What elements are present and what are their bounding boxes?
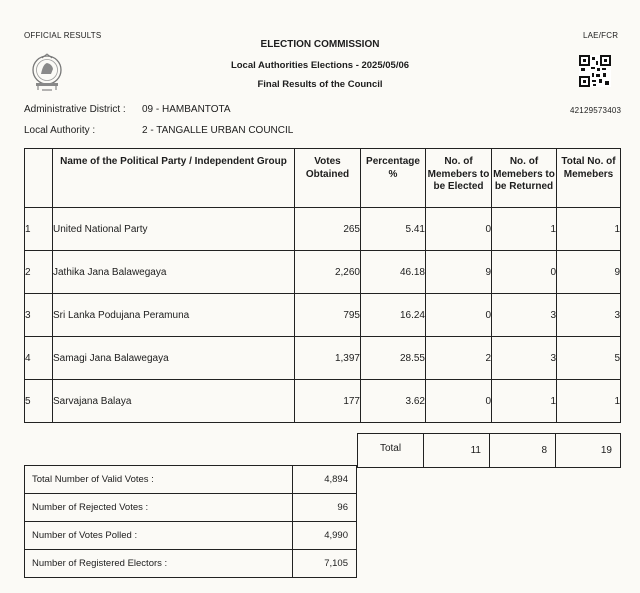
summary-row [25,494,357,522]
summary-label: Number of Rejected Votes : [25,494,293,522]
members-elected: 2 [426,337,492,380]
row-number: 3 [25,294,53,337]
totals-returned: 8 [490,434,556,468]
party-name: Jathika Jana Balawegaya [53,251,295,294]
percentage: 28.55 [361,337,426,380]
totals-elected: 11 [424,434,490,468]
col-header-elected: No. of Memebers to be Elected [426,149,492,208]
percentage: 5.41 [361,208,426,251]
totals-row [358,434,621,468]
percentage: 46.18 [361,251,426,294]
page-title: ELECTION COMMISSION [260,39,380,50]
summary-label: Number of Registered Electors : [25,550,293,578]
party-name: United National Party [53,208,295,251]
percentage: 3.62 [361,380,426,423]
qr-code-icon [579,55,611,87]
col-header-total: Total No. of Memebers [557,149,621,208]
summary-value: 4,894 [293,466,357,494]
district-label: Administrative District : [24,104,126,115]
members-returned: 1 [492,208,557,251]
party-name: Sri Lanka Podujana Peramuna [53,294,295,337]
totals-total: 19 [556,434,621,468]
members-returned: 3 [492,294,557,337]
summary-value: 4,990 [293,522,357,550]
summary-value: 7,105 [293,550,357,578]
votes-obtained: 1,397 [295,337,361,380]
summary-label: Total Number of Valid Votes : [25,466,293,494]
members-total: 1 [557,208,621,251]
members-elected: 0 [426,294,492,337]
members-total: 5 [557,337,621,380]
row-number: 1 [25,208,53,251]
election-subtitle: Local Authorities Elections - 2025/05/06 [230,60,410,71]
table-row [25,294,621,337]
document-number: 42129573403 [570,106,622,115]
col-header-returned: No. of Memebers to be Returned [492,149,557,208]
members-returned: 1 [492,380,557,423]
members-elected: 0 [426,380,492,423]
summary-row [25,522,357,550]
votes-obtained: 265 [295,208,361,251]
results-subtitle: Final Results of the Council [257,79,383,90]
authority-value: 2 - TANGALLE URBAN COUNCIL [142,125,294,136]
members-total: 1 [557,380,621,423]
totals-label: Total [358,434,424,468]
col-header-votes: Votes Obtained [295,149,361,208]
votes-obtained: 795 [295,294,361,337]
vote-summary-table [24,465,357,578]
members-returned: 0 [492,251,557,294]
table-row [25,208,621,251]
table-row [25,380,621,423]
header-row [25,149,621,208]
col-header-percentage: Percentage % [361,149,426,208]
authority-label: Local Authority : [24,125,96,136]
members-elected: 9 [426,251,492,294]
row-number: 5 [25,380,53,423]
members-total: 9 [557,251,621,294]
row-number: 2 [25,251,53,294]
totals-table [357,433,621,468]
summary-row [25,550,357,578]
votes-obtained: 177 [295,380,361,423]
col-header-party: Name of the Political Party / Independent Group [53,149,295,208]
summary-row [25,466,357,494]
table-row [25,251,621,294]
district-value: 09 - HAMBANTOTA [142,104,231,115]
summary-label: Number of Votes Polled : [25,522,293,550]
sri-lanka-emblem-icon [30,50,64,94]
table-row [25,337,621,380]
results-table [24,148,621,423]
party-name: Sarvajana Balaya [53,380,295,423]
votes-obtained: 2,260 [295,251,361,294]
party-name: Samagi Jana Balawegaya [53,337,295,380]
official-results-label: OFFICIAL RESULTS [24,31,102,40]
members-total: 3 [557,294,621,337]
percentage: 16.24 [361,294,426,337]
summary-value: 96 [293,494,357,522]
col-header-no [25,149,53,208]
members-elected: 0 [426,208,492,251]
form-code-label: LAE/FCR [583,31,619,40]
row-number: 4 [25,337,53,380]
members-returned: 3 [492,337,557,380]
